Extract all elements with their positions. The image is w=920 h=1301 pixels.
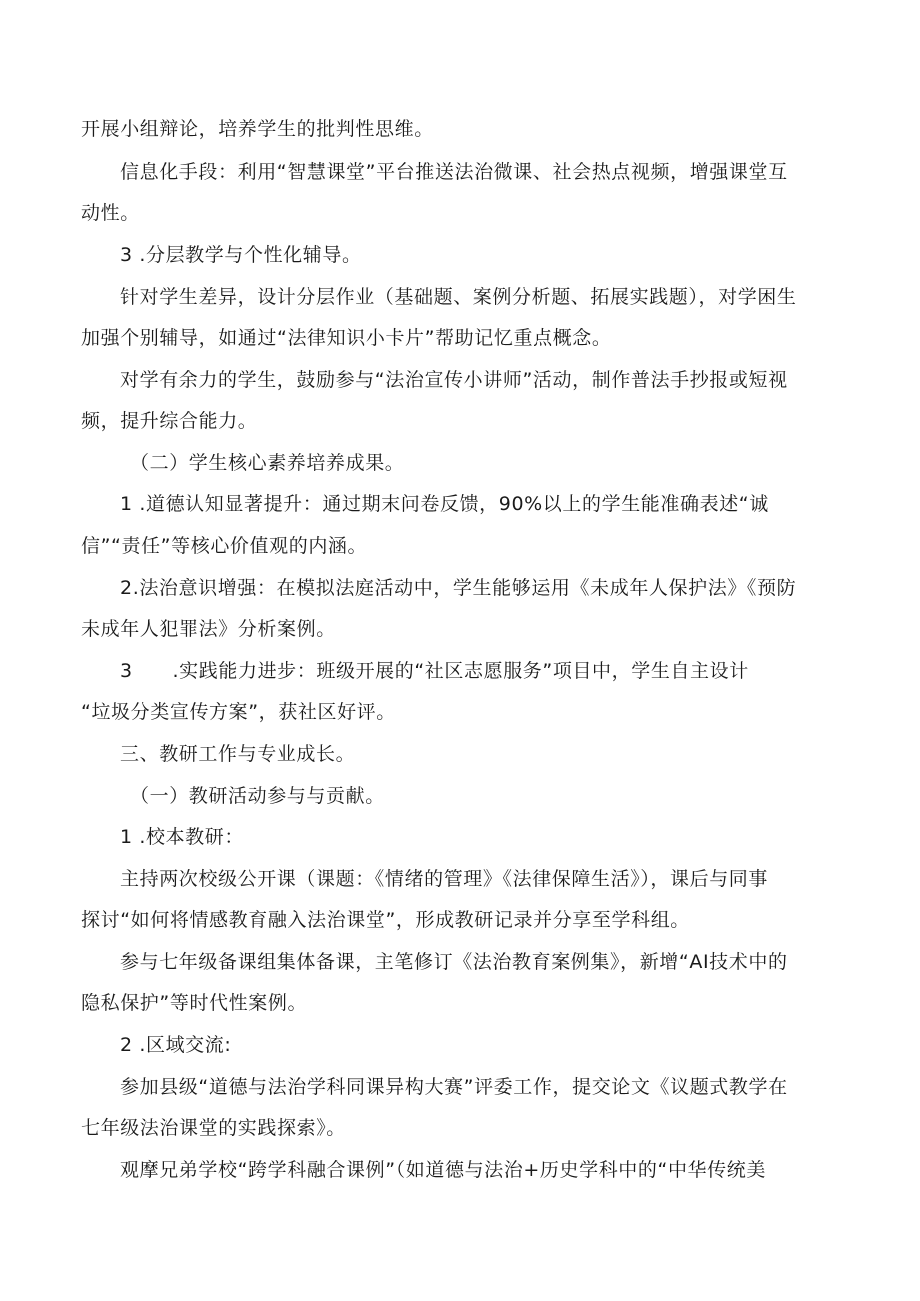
paragraph-line: 开展小组辩论，培养学生的批判性思维。	[81, 118, 434, 140]
paragraph-line: 对学有余力的学生，鼓励参与“法治宣传小讲师”活动，制作普法手抄报或短视	[120, 369, 788, 391]
paragraph-line: 2.法治意识增强：在模拟法庭活动中，学生能够运用《未成年人保护法》《预防	[120, 577, 797, 599]
paragraph-line: 加强个别辅导，如通过“法律知识小卡片”帮助记忆重点概念。	[81, 327, 612, 349]
paragraph-line: 动性。	[81, 202, 140, 224]
paragraph-line: 主持两次校级公开课（课题：《情绪的管理》《法律保障生活》），课后与同事	[120, 868, 769, 890]
section-heading: 三、教研工作与专业成长。	[120, 743, 356, 765]
section-heading: 3 .分层教学与个性化辅导。	[120, 244, 362, 266]
paragraph-line: 频，提升综合能力。	[81, 410, 258, 432]
paragraph-line: 探讨“如何将情感教育融入法治课堂”，形成教研记录并分享至学科组。	[81, 909, 690, 931]
section-heading: 2 .区域交流:	[120, 1034, 232, 1056]
paragraph-line: “垃圾分类宣传方案”，获社区好评。	[81, 701, 396, 723]
paragraph-line: 未成年人犯罪法》分析案例。	[81, 618, 336, 640]
paragraph-line: 信息化手段：利用“智慧课堂”平台推送法治微课、社会热点视频，增强课堂互	[120, 161, 788, 183]
paragraph-line: 3 .实践能力进步：班级开展的“社区志愿服务”项目中，学生自主设计	[120, 660, 749, 682]
paragraph-line: 观摩兄弟学校“跨学科融合课例”（如道德与法治+历史学科中的“中华传统美	[120, 1159, 766, 1181]
paragraph-line: 针对学生差异，设计分层作业（基础题、案例分析题、拓展实践题），对学困生	[120, 286, 797, 308]
section-heading: （一）教研活动参与与贡献。	[130, 785, 385, 807]
paragraph-line: 信”“责任”等核心价值观的内涵。	[81, 535, 368, 557]
paragraph-line: 参加县级“道德与法治学科同课异构大赛”评委工作，提交论文《议题式教学在	[120, 1076, 788, 1098]
paragraph-line: 隐私保护”等时代性案例。	[81, 992, 308, 1014]
paragraph-line: 参与七年级备课组集体备课，主笔修订《法治教育案例集》，新增“AI技术中的	[120, 951, 788, 973]
paragraph-line: 1 .道德认知显著提升：通过期末问卷反馈，90%以上的学生能准确表述“诚	[120, 493, 769, 515]
section-heading: 1 .校本教研：	[120, 826, 244, 848]
paragraph-line: 七年级法治课堂的实践探索》。	[81, 1117, 346, 1139]
section-heading: （二）学生核心素养培养成果。	[130, 452, 405, 474]
